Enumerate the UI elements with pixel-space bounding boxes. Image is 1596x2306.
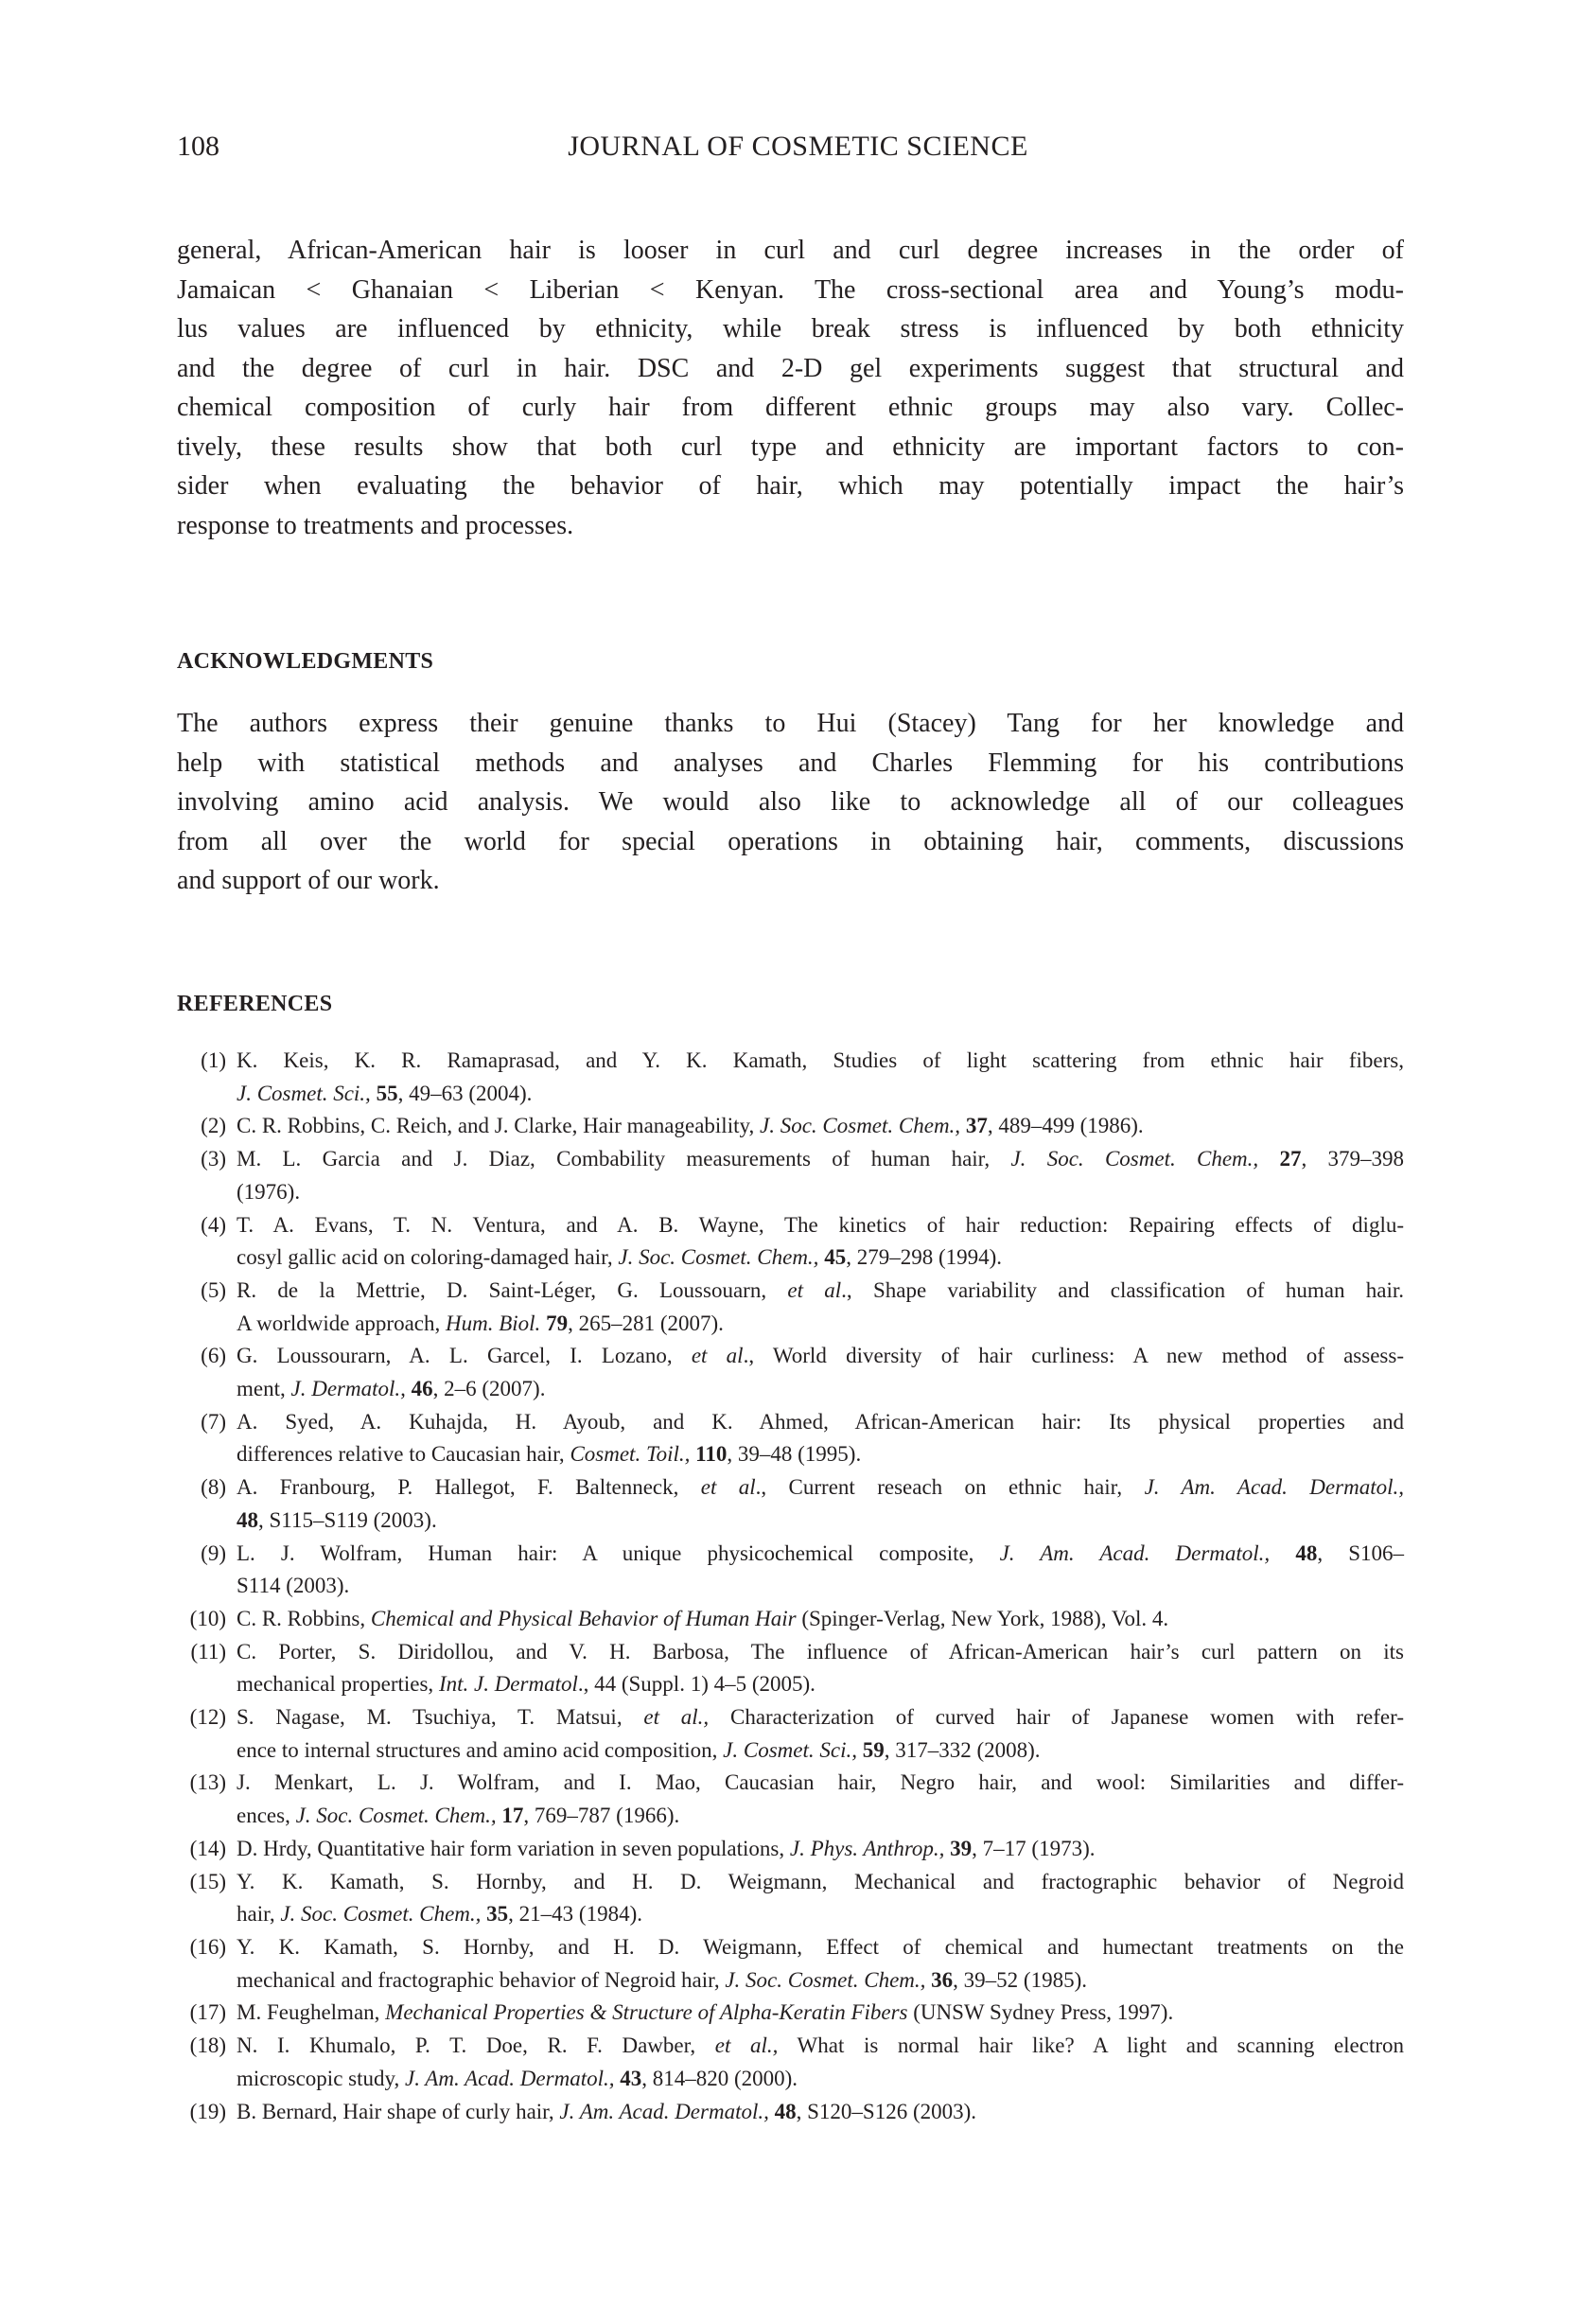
- reference-item: [177, 2096, 1404, 2129]
- volume-number: 55: [376, 1081, 398, 1105]
- reference-segment: [1258, 1147, 1279, 1171]
- journal-title: JOURNAL OF COSMETIC SCIENCE: [568, 131, 1028, 162]
- italic-text: J. Am. Acad. Dermatol.,: [1144, 1475, 1404, 1500]
- reference-text: [237, 1471, 1404, 1537]
- text-line: Jamaican < Ghanaian < Liberian < Kenyan. The cross-sectional area and Young’s modu-: [177, 274, 1404, 305]
- reference-line: [237, 1143, 1404, 1176]
- reference-segment: ., 44 (Suppl. 1) 4–5 (2005).: [577, 1672, 816, 1697]
- reference-line: [237, 1505, 1404, 1538]
- text-line: general, African-American hair is looser in curl and curl degree increases in the order of: [177, 236, 1404, 265]
- italic-text: Int. J. Dermatol: [438, 1672, 578, 1697]
- reference-line: [237, 1538, 1404, 1571]
- reference-segment: , 21–43 (1984).: [508, 1902, 642, 1927]
- reference-number: (2): [201, 1114, 226, 1138]
- reference-segment: , 7–17 (1973).: [972, 1836, 1096, 1860]
- reference-item: [177, 1833, 1404, 1866]
- reference-segment: S114 (2003).: [237, 1574, 350, 1598]
- reference-segment: B. Bernard, Hair shape of curly hair,: [237, 2099, 560, 2123]
- reference-item: [177, 1143, 1404, 1208]
- volume-number: 35: [486, 1902, 509, 1927]
- reference-segment: T. A. Evans, T. N. Ventura, and A. B. Wayne, The kinetics of hair reduction: Repairing effects of diglu-: [237, 1212, 1404, 1237]
- reference-text: [237, 1275, 1404, 1340]
- reference-line: [237, 2096, 1404, 2129]
- reference-item: [177, 1997, 1404, 2030]
- reference-line: [237, 1603, 1404, 1636]
- reference-segment: Y. K. Kamath, S. Hornby, and H. D. Weigmann, Effect of chemical and humectant treatments on the: [237, 1934, 1404, 1959]
- reference-segment: A worldwide approach,: [237, 1311, 446, 1335]
- reference-item: [177, 1866, 1404, 1931]
- reference-segment: , 317–332 (2008).: [884, 1737, 1041, 1762]
- reference-segment: , 49–63 (2004).: [397, 1081, 533, 1105]
- reference-item: [177, 1406, 1404, 1471]
- reference-line: [237, 1471, 1404, 1505]
- reference-segment: C. R. Robbins, C. Reich, and J. Clarke, Hair manageability,: [237, 1114, 760, 1138]
- reference-segment: , S120–S126 (2003).: [796, 2099, 977, 2123]
- reference-line: [237, 1964, 1404, 1998]
- reference-number: (10): [189, 1606, 226, 1630]
- reference-segment: G. Loussourarn, A. L. Garcel, I. Lozano,: [237, 1344, 692, 1368]
- reference-number: (12): [189, 1705, 226, 1730]
- text-line: lus values are influenced by ethnicity, while break stress is influenced by both ethnicity: [177, 314, 1404, 343]
- reference-segment: ., Current reseach on ethnic hair,: [755, 1475, 1145, 1500]
- reference-line: [237, 1406, 1404, 1439]
- volume-number: 17: [501, 1804, 524, 1828]
- reference-line: [237, 1110, 1404, 1143]
- italic-text: J. Phys. Anthrop.,: [789, 1836, 945, 1860]
- text-line: and support of our work.: [177, 866, 440, 895]
- reference-segment: C. Porter, S. Diridollou, and V. H. Barbosa, The influence of African-American hair’s curl pattern on its: [237, 1639, 1404, 1663]
- text-line: and the degree of curl in hair. DSC and 2-D gel experiments suggest that structural and: [177, 353, 1404, 383]
- text-line: The authors express their genuine thanks to Hui (Stacey) Tang for her knowledge and: [177, 709, 1404, 738]
- reference-number: (9): [201, 1540, 226, 1565]
- reference-segment: , 2–6 (2007).: [432, 1377, 546, 1401]
- reference-item: [177, 1603, 1404, 1636]
- reference-text: [237, 1636, 1404, 1701]
- reference-segment: ., Shape variability and classification of human hair.: [841, 1277, 1404, 1302]
- reference-line: [237, 1209, 1404, 1242]
- reference-segment: , S115–S119 (2003).: [258, 1507, 437, 1532]
- reference-text: [237, 1833, 1404, 1866]
- italic-text: J. Soc. Cosmet. Chem.,: [618, 1245, 819, 1270]
- reference-line: [237, 1340, 1404, 1373]
- reference-text: [237, 1866, 1404, 1931]
- volume-number: 36: [931, 1967, 954, 1992]
- reference-number: (15): [189, 1869, 226, 1893]
- reference-line: [237, 1241, 1404, 1275]
- reference-number: (13): [189, 1770, 226, 1795]
- reference-segment: (Spinger-Verlag, New York, 1988), Vol. 4.: [796, 1606, 1169, 1630]
- reference-line: [237, 1308, 1404, 1341]
- reference-segment: M. L. Garcia and J. Diaz, Combability measurements of human hair,: [237, 1147, 1011, 1171]
- reference-segment: hair,: [237, 1902, 281, 1927]
- reference-segment: ence to internal structures and amino acid composition,: [237, 1737, 724, 1762]
- reference-number: (3): [201, 1147, 226, 1171]
- reference-line: [237, 2063, 1404, 2096]
- reference-item: [177, 1767, 1404, 1832]
- reference-segment: mechanical properties,: [237, 1672, 439, 1697]
- reference-number: (11): [190, 1639, 226, 1663]
- reference-number: (7): [201, 1409, 226, 1434]
- italic-text: Hum. Biol.: [446, 1311, 541, 1335]
- italic-text: J. Am. Acad. Dermatol.,: [999, 1540, 1271, 1565]
- italic-text: Mechanical Properties & Structure of Alpha-Keratin Fibers: [385, 2000, 908, 2025]
- reference-segment: N. I. Khumalo, P. T. Doe, R. F. Dawber,: [237, 2033, 715, 2058]
- reference-item: [177, 1209, 1404, 1275]
- reference-text: [237, 1406, 1404, 1471]
- reference-line: [237, 1833, 1404, 1866]
- reference-item: [177, 1471, 1404, 1537]
- reference-line: [237, 1570, 1404, 1603]
- reference-segment: ences,: [237, 1804, 296, 1828]
- volume-number: 39: [950, 1836, 973, 1860]
- acknowledgments-heading: ACKNOWLEDGMENTS: [177, 649, 434, 674]
- reference-segment: , 489–499 (1986).: [987, 1114, 1144, 1138]
- reference-segment: mechanical and fractographic behavior of Negroid hair,: [237, 1967, 726, 1992]
- reference-segment: , S106–: [1317, 1540, 1404, 1565]
- reference-line: [237, 1636, 1404, 1669]
- reference-number: (5): [201, 1277, 226, 1302]
- reference-line: [237, 1438, 1404, 1471]
- reference-line: [237, 1078, 1404, 1111]
- italic-text: J. Cosmet. Sci.,: [237, 1081, 371, 1105]
- reference-item: [177, 1045, 1404, 1110]
- text-line: sider when evaluating the behavior of hair, which may potentially impact the hair’s: [177, 471, 1404, 501]
- text-line: help with statistical methods and analyses and Charles Flemming for his contributions: [177, 748, 1404, 778]
- text-line: from all over the world for special operations in obtaining hair, comments, discussions: [177, 826, 1404, 856]
- text-line: tively, these results show that both curl type and ethnicity are important factors to con-: [177, 431, 1404, 462]
- italic-text: J. Dermatol.,: [290, 1377, 406, 1401]
- reference-text: [237, 1997, 1404, 2030]
- reference-segment: C. R. Robbins,: [237, 1606, 371, 1630]
- reference-list: [177, 1045, 1404, 2128]
- reference-number: (1): [201, 1048, 226, 1072]
- reference-item: [177, 1701, 1404, 1767]
- volume-number: 79: [546, 1311, 569, 1335]
- reference-text: [237, 2030, 1404, 2095]
- references-heading: REFERENCES: [177, 992, 333, 1016]
- reference-text: [237, 2096, 1404, 2129]
- reference-item: [177, 1538, 1404, 1603]
- reference-line: [237, 1734, 1404, 1768]
- reference-segment: A. Syed, A. Kuhajda, H. Ayoub, and K. Ahmed, African-American hair: Its physical properties and: [237, 1409, 1404, 1434]
- volume-number: 59: [862, 1737, 885, 1762]
- reference-line: [237, 1045, 1404, 1078]
- reference-segment: , 379–398: [1301, 1147, 1405, 1171]
- reference-line: [237, 2030, 1404, 2063]
- reference-line: [237, 1767, 1404, 1800]
- reference-segment: cosyl gallic acid on coloring-damaged hair,: [237, 1245, 619, 1270]
- reference-text: [237, 1603, 1404, 1636]
- volume-number: 46: [411, 1377, 433, 1401]
- reference-number: (6): [201, 1344, 226, 1368]
- volume-number: 37: [965, 1114, 988, 1138]
- reference-text: [237, 1143, 1404, 1208]
- reference-item: [177, 1636, 1404, 1701]
- reference-line: [237, 1800, 1404, 1833]
- reference-text: [237, 1209, 1404, 1275]
- reference-segment: K. Keis, K. R. Ramaprasad, and Y. K. Kamath, Studies of light scattering from ethnic hair fibers,: [237, 1048, 1404, 1072]
- reference-segment: ment,: [237, 1377, 291, 1401]
- reference-text: [237, 1538, 1404, 1603]
- italic-text: et al.,: [714, 2033, 779, 2058]
- reference-segment: Y. K. Kamath, S. Hornby, and H. D. Weigmann, Mechanical and fractographic behavior of Negroid: [237, 1869, 1404, 1893]
- italic-text: J. Am. Acad. Dermatol.,: [559, 2099, 769, 2123]
- reference-line: [237, 1275, 1404, 1308]
- reference-segment: (UNSW Sydney Press, 1997).: [907, 2000, 1174, 2025]
- reference-line: [237, 1898, 1404, 1931]
- reference-number: (16): [189, 1934, 226, 1959]
- reference-text: [237, 1931, 1404, 1997]
- reference-item: [177, 1275, 1404, 1340]
- reference-line: [237, 1866, 1404, 1899]
- reference-segment: M. Feughelman,: [237, 2000, 386, 2025]
- reference-segment: A. Franbourg, P. Hallegot, F. Baltenneck,: [237, 1475, 701, 1500]
- italic-text: et al: [700, 1475, 756, 1500]
- reference-number: (4): [201, 1212, 226, 1237]
- reference-text: [237, 1767, 1404, 1832]
- acknowledgments-paragraph: [177, 704, 1404, 901]
- italic-text: J. Cosmet. Sci.,: [723, 1737, 857, 1762]
- reference-line: [237, 1997, 1404, 2030]
- italic-text: Cosmet. Toil.,: [570, 1442, 691, 1467]
- reference-number: (14): [189, 1836, 226, 1860]
- volume-number: 45: [824, 1245, 847, 1270]
- italic-text: et al: [691, 1344, 744, 1368]
- italic-text: J. Soc. Cosmet. Chem.,: [1010, 1147, 1259, 1171]
- reference-segment: , 265–281 (2007).: [568, 1311, 724, 1335]
- reference-segment: S. Nagase, M. Tsuchiya, T. Matsui,: [237, 1705, 644, 1730]
- reference-item: [177, 1340, 1404, 1405]
- italic-text: J. Soc. Cosmet. Chem.,: [725, 1967, 926, 1992]
- reference-text: [237, 1340, 1404, 1405]
- volume-number: 48: [237, 1507, 258, 1532]
- reference-line: [237, 1701, 1404, 1734]
- reference-segment: L. J. Wolfram, Human hair: A unique physicochemical composite,: [237, 1540, 1000, 1565]
- reference-segment: (1976).: [237, 1179, 301, 1204]
- body-paragraph: [177, 231, 1404, 545]
- reference-item: [177, 1110, 1404, 1143]
- volume-number: 48: [1295, 1540, 1318, 1565]
- reference-item: [177, 2030, 1404, 2095]
- reference-number: (17): [189, 2000, 226, 2025]
- italic-text: et al: [787, 1277, 842, 1302]
- reference-number: (19): [189, 2099, 226, 2123]
- text-line: involving amino acid analysis. We would also like to acknowledge all of our colleagues: [177, 787, 1404, 817]
- reference-number: (8): [201, 1475, 226, 1500]
- italic-text: Chemical and Physical Behavior of Human Hair: [370, 1606, 797, 1630]
- volume-number: 110: [695, 1442, 728, 1467]
- reference-segment: J. Menkart, L. J. Wolfram, and I. Mao, Caucasian hair, Negro hair, and wool: Similarities and differ-: [237, 1770, 1404, 1795]
- reference-line: [237, 1668, 1404, 1701]
- text-line: chemical composition of curly hair from different ethnic groups may also vary. Collec-: [177, 393, 1404, 422]
- reference-text: [237, 1701, 1404, 1767]
- reference-segment: differences relative to Caucasian hair,: [237, 1442, 570, 1467]
- italic-text: J. Am. Acad. Dermatol.,: [405, 2066, 615, 2090]
- text-line: response to treatments and processes.: [177, 510, 574, 540]
- reference-line: [237, 1176, 1404, 1209]
- reference-segment: , 39–52 (1985).: [953, 1967, 1087, 1992]
- reference-number: (18): [189, 2033, 226, 2058]
- italic-text: J. Soc. Cosmet. Chem.,: [759, 1114, 961, 1138]
- reference-segment: , 39–48 (1995).: [727, 1442, 862, 1467]
- italic-text: et al.,: [643, 1705, 710, 1730]
- volume-number: 43: [620, 2066, 642, 2090]
- reference-segment: [1270, 1541, 1295, 1565]
- page-number: 108: [177, 131, 219, 162]
- italic-text: J. Soc. Cosmet. Chem.,: [280, 1902, 482, 1927]
- reference-line: [237, 1373, 1404, 1406]
- reference-segment: microscopic study,: [237, 2066, 406, 2090]
- volume-number: 48: [774, 2099, 797, 2123]
- italic-text: J. Soc. Cosmet. Chem.,: [295, 1804, 497, 1828]
- reference-segment: ., World diversity of hair curliness: A new method of assess-: [743, 1344, 1404, 1368]
- reference-segment: , 769–787 (1966).: [523, 1804, 680, 1828]
- reference-segment: Characterization of curved hair of Japanese women with refer-: [709, 1705, 1404, 1730]
- reference-segment: , 279–298 (1994).: [846, 1245, 1003, 1270]
- reference-text: [237, 1110, 1404, 1143]
- reference-text: [237, 1045, 1404, 1110]
- reference-line: [237, 1931, 1404, 1964]
- reference-segment: , 814–820 (2000).: [641, 2066, 798, 2090]
- volume-number: 27: [1279, 1147, 1302, 1171]
- reference-segment: D. Hrdy, Quantitative hair form variation in seven populations,: [237, 1836, 790, 1860]
- reference-segment: R. de la Mettrie, D. Saint-Léger, G. Loussouarn,: [237, 1277, 788, 1302]
- reference-item: [177, 1931, 1404, 1997]
- reference-segment: What is normal hair like? A light and scanning electron: [778, 2033, 1405, 2058]
